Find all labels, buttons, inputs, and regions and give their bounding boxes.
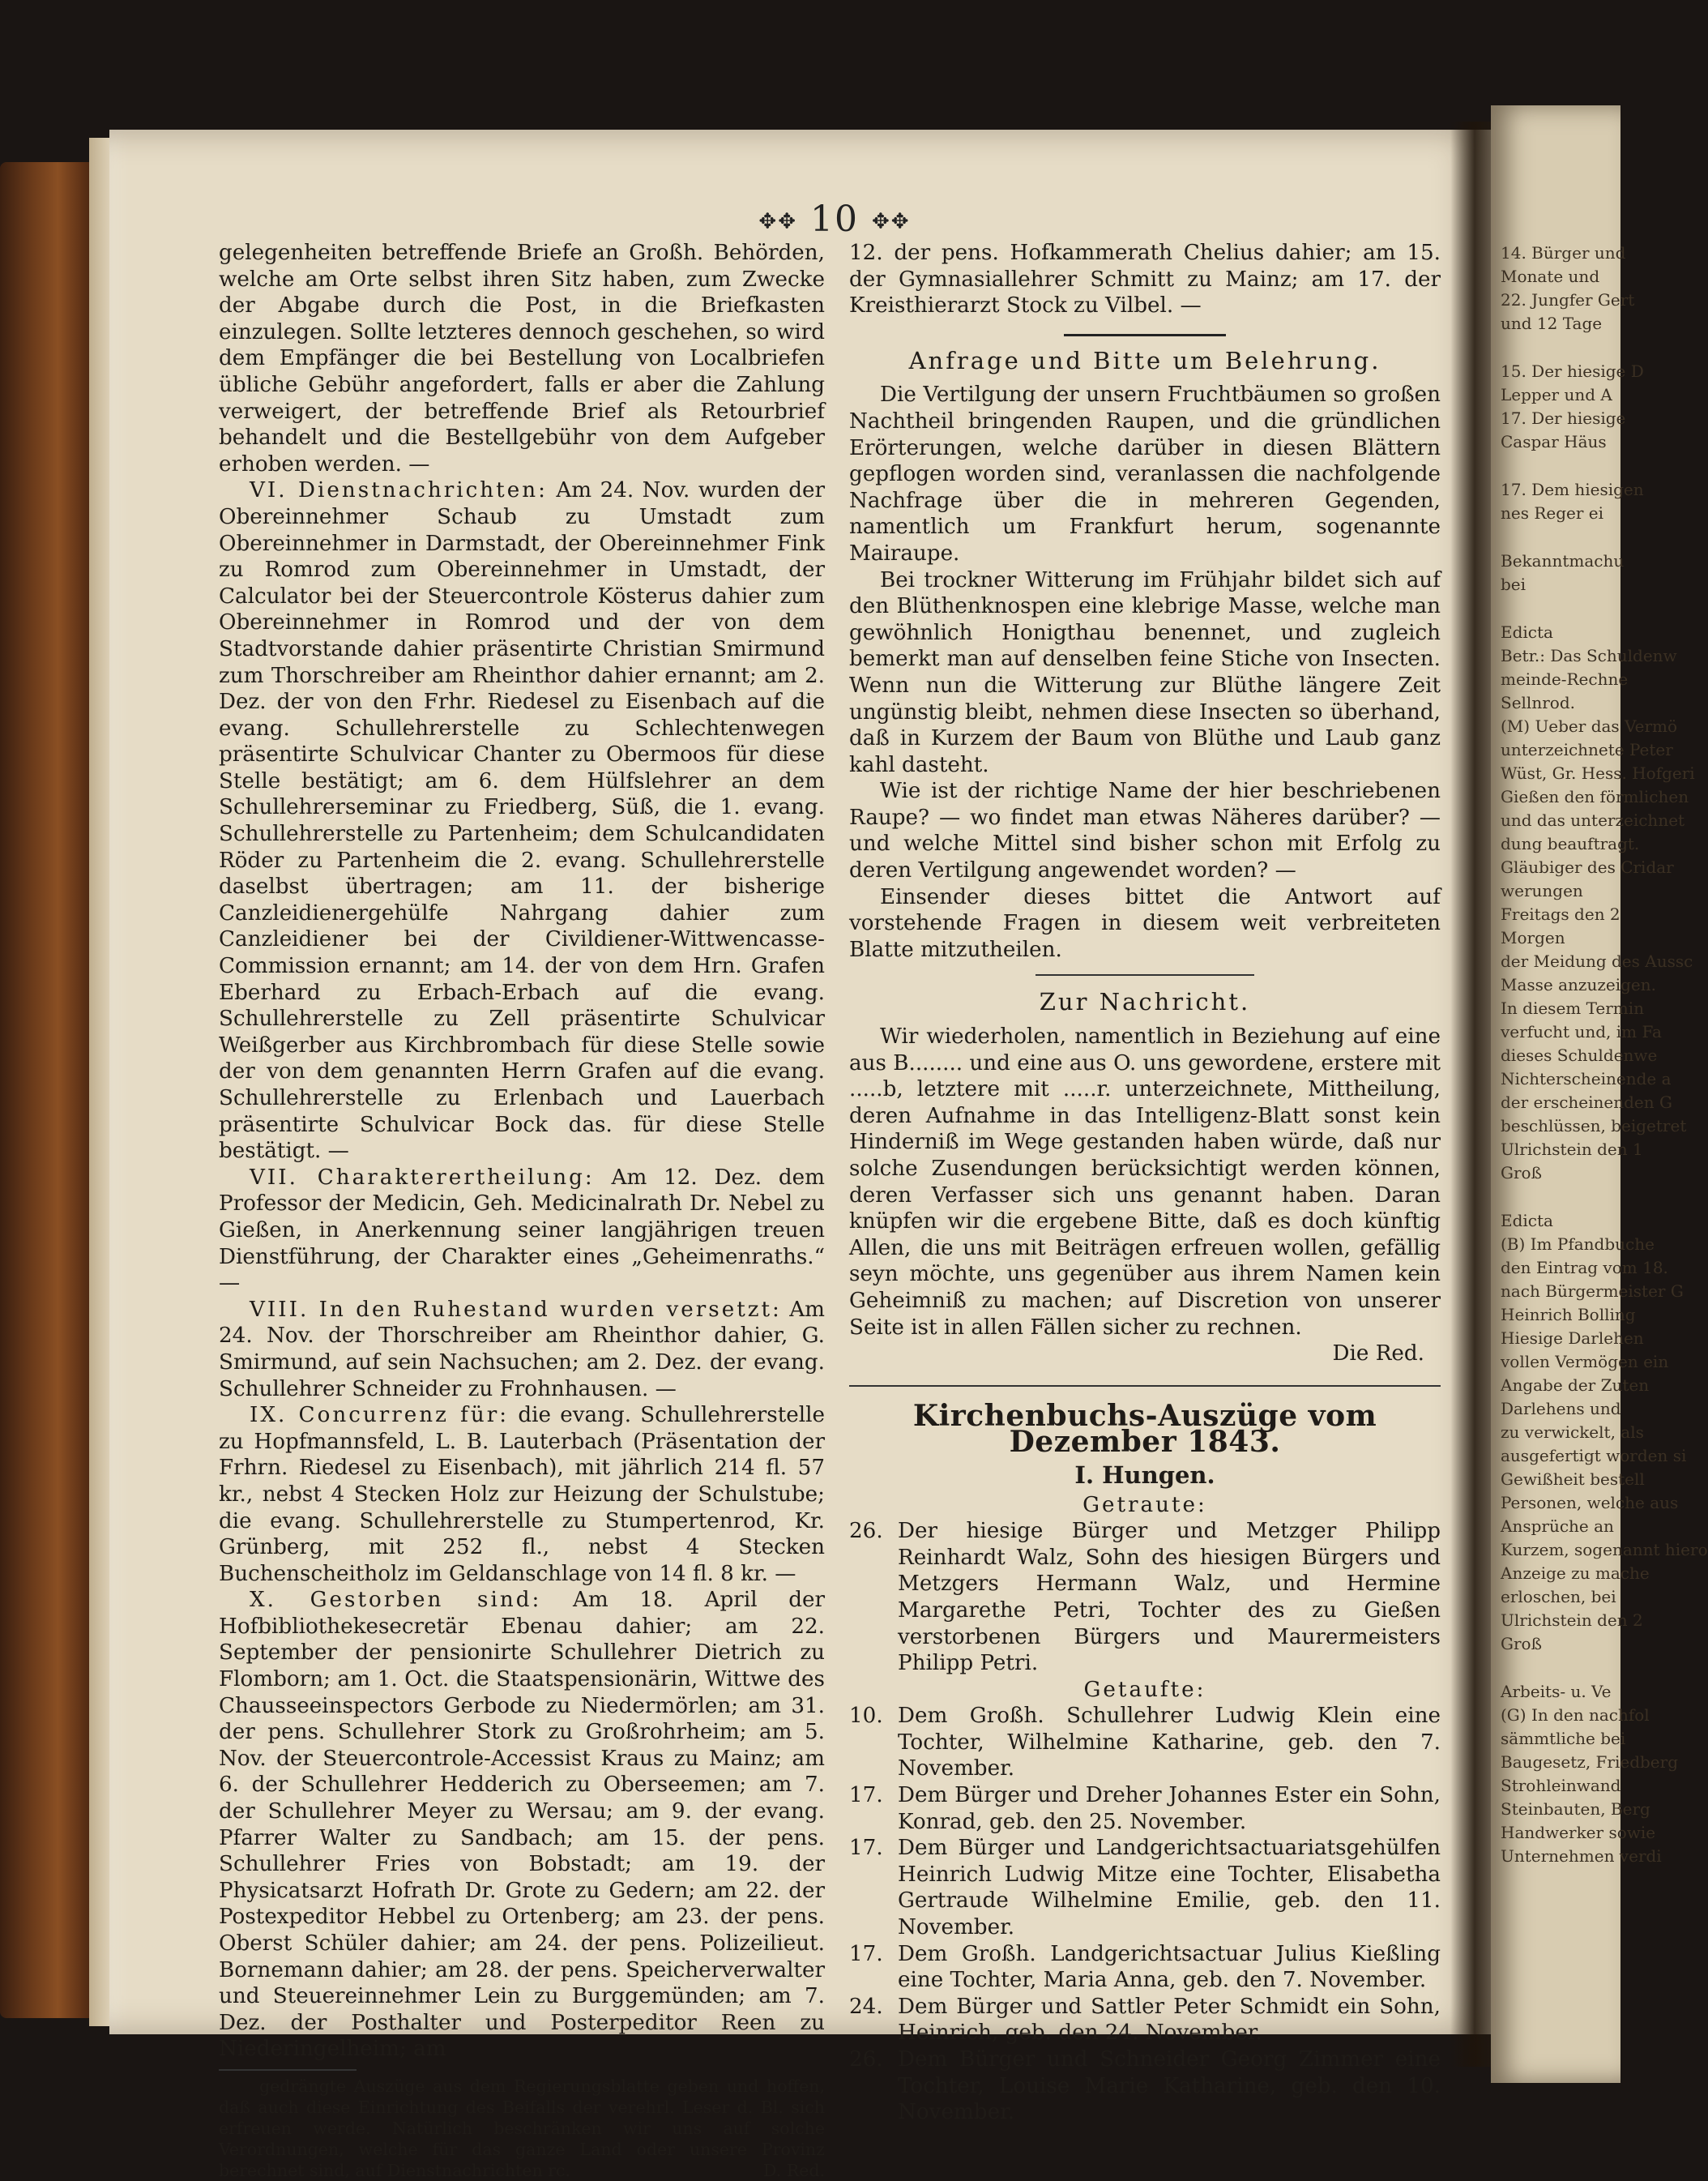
- adjacent-page-line: und das unterzeichnet: [1501, 810, 1685, 830]
- kirchenbuch-title: Kirchenbuchs-Auszüge vom Dezember 1843.: [912, 1398, 1377, 1460]
- getaufte-list: [849, 1703, 1441, 2126]
- adjacent-page-line: Lepper und A: [1501, 385, 1612, 404]
- section-vii: [219, 1165, 825, 1297]
- adjacent-page-line: Hiesige Darlehen: [1501, 1328, 1644, 1348]
- adjacent-page-line: Handwerker sowie: [1501, 1823, 1656, 1842]
- adjacent-page-line: erloschen, bei: [1501, 1587, 1616, 1606]
- anfrage-paragraph-3: Wie ist der richtige Name der hier beschriebenen Raupe? — wo findet man etwas Näheres darüber? — und welche Mittel sind bisher schon mit Erfolg zu deren Vertilgung angewendet worden? —: [849, 779, 1441, 883]
- footnote-rule: [219, 2069, 357, 2071]
- section-viii-heading: VIII. In den Ruhestand wurden versetzt:: [250, 1297, 782, 1322]
- register-entry: [849, 1994, 1441, 2046]
- adjacent-page-line: beschlüssen, beigetret: [1501, 1116, 1687, 1135]
- adjacent-page-line: Monate und: [1501, 267, 1600, 286]
- adjacent-page-line: Gewißheit bestell: [1501, 1469, 1645, 1489]
- adjacent-page-line: (M) Ueber das Vermö: [1501, 716, 1678, 736]
- adjacent-page-line: Steinbauten, Berg: [1501, 1799, 1650, 1819]
- adjacent-page-line: ausgefertigt worden si: [1501, 1446, 1687, 1465]
- anfrage-title: Anfrage und Bitte um Belehrung.: [908, 346, 1381, 374]
- adjacent-page-line: der erscheinenden G: [1501, 1093, 1672, 1112]
- section-vii-text: Am 12. Dez. dem Professor der Medicin, Geh. Medicinalrath Dr. Nebel zu Gießen, in Anerkennung seiner langjährigen treuen Dienstführung, der Charakter eines „Geheimenraths.“ —: [219, 1165, 826, 1296]
- anfrage-paragraph-4: Einsender dieses bittet die Antwort auf vorstehende Fragen in diesem weit verbreiteten Blatte mitzutheilen.: [849, 884, 1441, 962]
- adjacent-page-line: Edicta: [1501, 1211, 1553, 1230]
- adjacent-page-line: bei: [1501, 575, 1527, 594]
- getaufte-heading: Getaufte:: [1083, 1677, 1206, 1702]
- page-number: 10: [810, 199, 859, 240]
- footnote-text: gedrängte Auszüge aus dem Regierungsblatte geben und hoffen, daß auch diese Einrichtung des Beifalls der verehrl. Leser d. Bl. sich erfreuen werde. Natürlich beschränken wir uns auf solche Verordnungen, welche für das ganze Land oder unsere Provinz berechnet sind, auf Dienstnachrichten rc.: [219, 2076, 825, 2180]
- footnote-signature: D. Red.: [763, 2160, 825, 2180]
- adjacent-page-line: Personen, welche aus: [1501, 1493, 1679, 1512]
- entry-date: 24.: [849, 1994, 883, 2019]
- adjacent-page-line: Angabe der Zuten: [1501, 1375, 1650, 1395]
- section-ix: [219, 1402, 825, 1587]
- adjacent-page-line: verfucht und, im Fa: [1501, 1022, 1662, 1041]
- section-x-heading: X. Gestorben sind:: [250, 1588, 542, 1613]
- adjacent-page-line: Edicta: [1501, 622, 1553, 642]
- adjacent-page-line: meinde-Rechne: [1501, 669, 1629, 689]
- adjacent-page-line: Betr.: Das Schuldenw: [1501, 646, 1677, 665]
- section-rule: [849, 1385, 1441, 1387]
- nachricht-title: Zur Nachricht.: [1039, 988, 1251, 1016]
- adjacent-page-line: Caspar Häus: [1501, 432, 1607, 451]
- adjacent-page-line: Groß: [1501, 1163, 1542, 1182]
- adjacent-page-line: Wüst, Gr. Hess. Hofgeri: [1501, 763, 1695, 783]
- adjacent-page-line: Ulrichstein den 1: [1501, 1140, 1643, 1159]
- adjacent-page-line: Morgen: [1501, 928, 1565, 947]
- section-viii: [219, 1297, 825, 1402]
- entry-date: 17.: [849, 1783, 883, 1808]
- section-x-text: Am 18. April der Hofbibliothekesecretär Ebenau dahier; am 22. September der pensionirte Schullehrer Dietrich zu Flomborn; am 1. Oct. die Staatspensionärin, Wittwe des Chausseeinspectors Gerbode zu Niedermörlen; am 31. der pens. Schullehrer Stork zu Großrohrheim; am 5. Nov. der Steuercontrole-Accessist Kraus zu Mainz; am 6. der Schullehrer Hedderich zu Oberseemen; am 7. der Schullehrer Meyer zu Wersau; am 9. der evang. Pfarrer Walter zu Sandbach; am 15. der pens. Schullehrer Fries von Bobstadt; am 19. der Physicatsarzt Hofrath Dr. Grote zu Gedern; am 22. der Postexpeditor Hebbel zu Ortenberg; am 23. der pens. Oberst Schüler dahier; am 24. der pens. Polizeilieut. Bornemann dahier; am 28. der pens. Speicherverwalter und Steuereinnehmer Lein zu Burggemünden; am 7. Dez. der Posthalter und Posterpeditor Reen zu Niederingelheim; am: [219, 1588, 825, 2062]
- page-header: [729, 199, 940, 240]
- adjacent-page-line: Kurzem, sogenannt hiero: [1501, 1540, 1708, 1559]
- adjacent-page-line: 17. Der hiesige: [1501, 408, 1626, 428]
- adjacent-page-line: den Eintrag vom 18.: [1501, 1258, 1668, 1277]
- adjacent-page-line: Heinrich Bolling: [1501, 1305, 1636, 1324]
- adjacent-page-line: In diesem Termin: [1501, 999, 1645, 1018]
- adjacent-page-line: Masse anzuzeigen.: [1501, 975, 1656, 994]
- footnote: [219, 2076, 825, 2181]
- register-entry: [849, 1835, 1441, 1940]
- section-viii-text: Am 24. Nov. der Thorschreiber am Rheinthor dahier, G. Smirmund, auf sein Nachsuchen; am 2. Dez. der evang. Schullehrer Schneider zu Frohnhausen. —: [219, 1297, 825, 1401]
- nachricht-signature: Die Red.: [1332, 1341, 1424, 1366]
- section-rule: [1035, 974, 1254, 976]
- right-column: [849, 240, 1441, 2126]
- adjacent-page-line: Ansprüche an: [1501, 1516, 1614, 1536]
- getraute-heading: Getraute:: [1082, 1492, 1207, 1517]
- entry-date: 17.: [849, 1836, 883, 1861]
- entry-date: 26.: [849, 1519, 883, 1544]
- adjacent-page-line: Arbeits- u. Ve: [1501, 1682, 1612, 1701]
- section-vi: [219, 477, 825, 1164]
- entry-text: Dem Bürger und Landgerichtsactuariatsgehülfen Heinrich Ludwig Mitze eine Tochter, Elisabetha Gertraude Wilhelmine Emilie, geb. den 11. November.: [898, 1836, 1441, 1940]
- adjacent-page-line: Freitags den 2: [1501, 904, 1620, 924]
- entry-text: Dem Großh. Landgerichtsactuar Julius Kießling eine Tochter, Maria Anna, geb. den 7. November.: [898, 1941, 1441, 1993]
- adjacent-page-line: Sellnrod.: [1501, 693, 1575, 712]
- adjacent-page-line: (G) In den nachfol: [1501, 1705, 1650, 1725]
- adjacent-page-line: Gießen den förmlichen: [1501, 787, 1689, 806]
- adjacent-page-line: Darlehens und: [1501, 1399, 1621, 1418]
- anfrage-paragraph-1: Die Vertilgung der unsern Fruchtbäumen so großen Nachtheil bringenden Raupen, und die gründlichen Erörterungen, welche darüber in diesen Blättern gepflogen worden sind, veranlassen die nachfolgende Nachfrage über die in mehreren Gegenden, namentlich um Frankfurt herum, sogenannte Mairaupe.: [849, 383, 1441, 566]
- adjacent-page-line: Strohleinwand: [1501, 1776, 1621, 1795]
- register-entry: [849, 1703, 1441, 1782]
- anfrage-paragraph-2: Bei trockner Witterung im Frühjahr bildet sich auf den Blüthenknospen eine klebrige Masse, welche man gewöhnlich Honigthau benennet, und zugleich bemerkt man auf denselben feine Stiche von Insecten. Wenn nun die Witterung zur Blüthe längere Zeit ungünstig bleibt, nehmen diese Insecten so überhand, daß in Kurzem der Baum von Blüthe und Laub ganz kahl dasteht.: [849, 567, 1441, 777]
- entry-text: Dem Großh. Schullehrer Ludwig Klein eine Tochter, Wilhelmine Katharine, geb. den 7. November.: [898, 1704, 1441, 1781]
- adjacent-page-line: vollen Vermögen ein: [1501, 1352, 1669, 1371]
- register-entry: [849, 1782, 1441, 1835]
- adjacent-page-line: 15. Der hiesige D: [1501, 361, 1644, 381]
- right-continuation: 12. der pens. Hofkammerath Chelius dahier; am 15. der Gymnasiallehrer Schmitt zu Mainz; am 17. der Kreisthierarzt Stock zu Vilbel. —: [849, 241, 1441, 319]
- section-rule: [1064, 334, 1226, 336]
- register-entry: [849, 1941, 1441, 1994]
- nachricht-text: Wir wiederholen, namentlich in Beziehung auf eine aus B........ und eine aus O. uns gewordene, erstere mit .....b, letztere mit .....r. unterzeichnete, Mittheilung, deren Aufnahme in das Intelligenz-Blatt sonst kein Hinderniß im Wege gestanden haben würde, daß nur solche Zusendungen berücksichtigt werden können, deren Verfasser sich uns genannt haben. Daran knüpfen wir die ergebene Bitte, daß es doch künftig Allen, die uns mit Beiträgen erfreuen wollen, gefällig seyn möchte, uns gegenüber aus ihrem Namen kein Geheimniß zu machen; auf Discretion von unserer Seite ist in allen Fällen sicher zu rechnen.: [849, 1024, 1441, 1340]
- register-entry: [849, 2046, 1441, 2126]
- section-vi-heading: VI. Dienstnachrichten:: [250, 478, 548, 503]
- ornament-right: ✥✥: [872, 209, 911, 234]
- register-entry: [849, 1518, 1441, 1677]
- kirchenbuch-subtitle: I. Hungen.: [1074, 1460, 1215, 1489]
- adjacent-page-line: dung beauftragt.: [1501, 834, 1640, 853]
- entry-text: Dem Bürger und Dreher Johannes Ester ein Sohn, Konrad, geb. den 25. November.: [898, 1783, 1441, 1834]
- left-column: [219, 240, 825, 2181]
- entry-date: 26.: [849, 2047, 883, 2072]
- adjacent-page-line: sämmtliche bei: [1501, 1729, 1626, 1748]
- adjacent-page-line: Anzeige zu mache: [1501, 1563, 1650, 1583]
- adjacent-page-line: Groß: [1501, 1634, 1542, 1653]
- section-vi-text: Am 24. Nov. wurden der Obereinnehmer Schaub zu Umstadt zum Obereinnehmer in Darmstadt, der Obereinnehmer Fink zu Romrod zum Obereinnehmer in Umstadt, der Calculator bei der Steuercontrole Kösterus dahier zum Obereinnehmer in Romrod und der von dem Stadtvorstande dahier präsentirte Christian Smirmund zum Thorschreiber am Rheinthor dahier ernannt; am 2. Dez. der von den Frhr. Riedesel zu Eisenbach auf die evang. Schullehrerstelle zu Schlechtenwegen präsentirte Schulvicar Chanter zu Obermoos für diese Stelle bestätigt; am 6. dem Hülfslehrer an dem Schullehrerseminar zu Friedberg, Süß, die 1. evang. Schullehrerstelle zu Partenheim; dem Schulcandidaten Röder zu Partenheim die 2. evang. Schullehrerstelle daselbst übertragen; am 11. der bisherige Canzleidienergehülfe Nahrgang dahier zum Canzleidiener bei der Civildiener-Wittwencasse-Commission ernannt; am 14. der von dem Hrn. Grafen Eberhard zu Erbach-Erbach auf die evang. Schullehrerstelle zu Zell präsentirte Schulvicar Weißgerber aus Kirchbrombach für diese Stelle sowie der von dem genannten Herrn Grafen auf die evang. Schullehrerstelle zu Erlenbach und Lauerbach präsentirte Schulvicar Bock das. für diese Stelle bestätigt. —: [219, 478, 825, 1164]
- section-vii-heading: VII. Charakterertheilung:: [250, 1165, 595, 1190]
- entry-text: Dem Bürger und Schneider Georg Zimmer eine Tochter, Louise Marie Katharine, geb. den 10. November.: [898, 2047, 1441, 2125]
- section-ix-heading: IX. Concurrenz für:: [250, 1403, 510, 1428]
- adjacent-page-line: dieses Schuldenwe: [1501, 1046, 1658, 1065]
- adjacent-page-line: Ulrichstein den 2: [1501, 1610, 1643, 1630]
- adjacent-page-line: 14. Bürger und: [1501, 243, 1626, 263]
- entry-text: Der hiesige Bürger und Metzger Philipp Reinhardt Walz, Sohn des hiesigen Bürgers und Metzgers Hermann Walz, und Hermine Margarethe Petri, Tochter des zu Gießen verstorbenen Bürgers und Maurermeisters Philipp Petri.: [898, 1519, 1441, 1676]
- entry-text: Dem Bürger und Sattler Peter Schmidt ein Sohn, Heinrich, geb. den 24. November.: [898, 1994, 1441, 2046]
- adjacent-page-line: und 12 Tage: [1501, 314, 1603, 333]
- adjacent-page-line: Gläubiger des Cridar: [1501, 857, 1674, 877]
- adjacent-page: [1491, 105, 1708, 2083]
- intro-paragraph: gelegenheiten betreffende Briefe an Großh. Behörden, welche am Orte selbst ihren Sitz haben, zum Zwecke der Abgabe durch die Post, in die Briefkasten einzulegen. Sollte letzteres dennoch geschehen, so wird dem Empfänger die bei Bestellung von Localbriefen übliche Gebühr angefordert, falls er aber die Zahlung verweigert, der betreffende Brief als Retourbrief behandelt und die Bestellgebühr von dem Aufgeber erhoben werden. —: [219, 241, 825, 477]
- adjacent-page-line: Unternehmen verdi: [1501, 1846, 1662, 1866]
- entry-date: 10.: [849, 1704, 883, 1729]
- adjacent-page-line: Bekanntmachu: [1501, 551, 1625, 571]
- adjacent-page-line: 17. Dem hiesigen: [1501, 480, 1644, 499]
- section-x: [219, 1587, 825, 2063]
- getraute-list: [849, 1518, 1441, 1677]
- adjacent-page-line: 22. Jungfer Gert: [1501, 290, 1635, 310]
- adjacent-page-line: zu verwickelt, als: [1501, 1422, 1644, 1442]
- ornament-left: ✥✥: [758, 209, 797, 234]
- adjacent-page-line: unterzeichnete Peter: [1501, 740, 1673, 759]
- adjacent-page-line: nach Bürgermeister G: [1501, 1281, 1684, 1301]
- adjacent-page-line: nes Reger ei: [1501, 503, 1604, 523]
- entry-date: 17.: [849, 1941, 883, 1966]
- adjacent-page-line: Baugesetz, Friedberg: [1501, 1752, 1679, 1772]
- adjacent-page-line: (B) Im Pfandbuche: [1501, 1234, 1655, 1254]
- section-ix-text: die evang. Schullehrerstelle zu Hopfmannsfeld, L. B. Lauterbach (Präsentation der Frhrn. Riedesel zu Eisenbach), mit jährlich 214 fl. 57 kr., nebst 4 Stecken Holz zur Heizung der Schulstube; die evang. Schullehrerstelle zu Stumpertenrod, Kr. Grünberg, mit 252 fl., nebst 4 Stecken Buchenscheitholz im Geldanschlage von 14 fl. 8 kr. —: [219, 1403, 826, 1586]
- adjacent-page-line: werungen: [1501, 881, 1583, 900]
- adjacent-page-line: Nichterscheinende a: [1501, 1069, 1672, 1088]
- adjacent-page-line: der Meidung des Aussc: [1501, 952, 1693, 971]
